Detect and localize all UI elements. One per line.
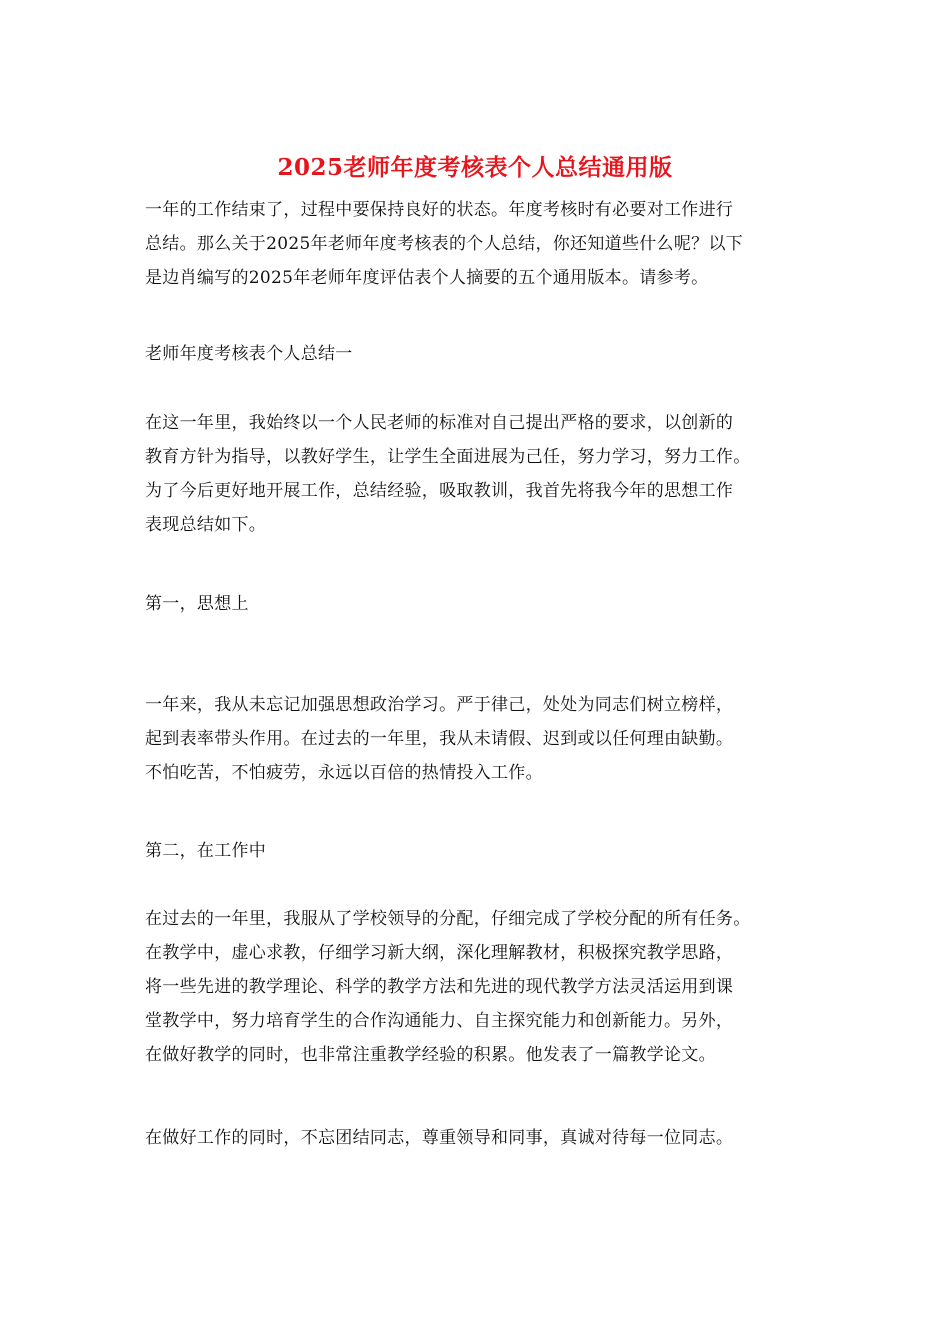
text-line: 将一些先进的教学理论、科学的教学方法和先进的现代教学方法灵活运用到课 (145, 977, 734, 997)
text-line: 一年来，我从未忘记加强思想政治学习。严于律己，处处为同志们树立榜样， (145, 695, 734, 715)
text-line: 堂教学中，努力培育学生的合作沟通能力、自主探究能力和创新能力。另外， (145, 1011, 734, 1031)
text-line: 为了今后更好地开展工作，总结经验，吸取教训，我首先将我今年的思想工作 (145, 481, 734, 501)
text-line: 一年的工作结束了，过程中要保持良好的状态。年度考核时有必要对工作进行 (145, 200, 734, 220)
section-heading-3 (145, 834, 825, 868)
text-line: 在做好工作的同时，不忘团结同志，尊重领导和同事，真诚对待每一位同志。 (145, 1128, 734, 1148)
text-line: 在教学中，虚心求教，仔细学习新大纲，深化理解教材，积极探究教学思路， (145, 943, 734, 963)
paragraph-4 (145, 1121, 825, 1155)
section-heading-2 (145, 587, 825, 621)
text-line: 在这一年里，我始终以一个人民老师的标准对自己提出严格的要求，以创新的 (145, 413, 734, 433)
paragraph-2 (145, 688, 825, 790)
text-line: 在过去的一年里，我服从了学校领导的分配，仔细完成了学校分配的所有任务。 (145, 909, 751, 929)
heading-text: 第一，思想上 (145, 594, 249, 614)
text-line: 总结。那么关于2025年老师年度考核表的个人总结，你还知道些什么呢？以下 (145, 234, 744, 254)
section-heading-1 (145, 337, 825, 371)
paragraph-3 (145, 902, 825, 1072)
heading-text: 第二，在工作中 (145, 841, 267, 861)
paragraph-1 (145, 406, 825, 542)
text-line: 是边肖编写的2025年老师年度评估表个人摘要的五个通用版本。请参考。 (145, 268, 709, 288)
text-line: 表现总结如下。 (145, 515, 267, 535)
text-line: 起到表率带头作用。在过去的一年里，我从未请假、迟到或以任何理由缺勤。 (145, 729, 734, 749)
heading-text: 老师年度考核表个人总结一 (145, 344, 353, 364)
text-line: 不怕吃苦，不怕疲劳，永远以百倍的热情投入工作。 (145, 763, 543, 783)
intro-paragraph (145, 193, 825, 295)
document-title: 2025老师年度考核表个人总结通用版 (277, 154, 673, 181)
text-line: 教育方针为指导，以教好学生，让学生全面进展为己任，努力学习，努力工作。 (145, 447, 751, 467)
text-line: 在做好教学的同时，也非常注重教学经验的积累。他发表了一篇教学论文。 (145, 1045, 716, 1065)
